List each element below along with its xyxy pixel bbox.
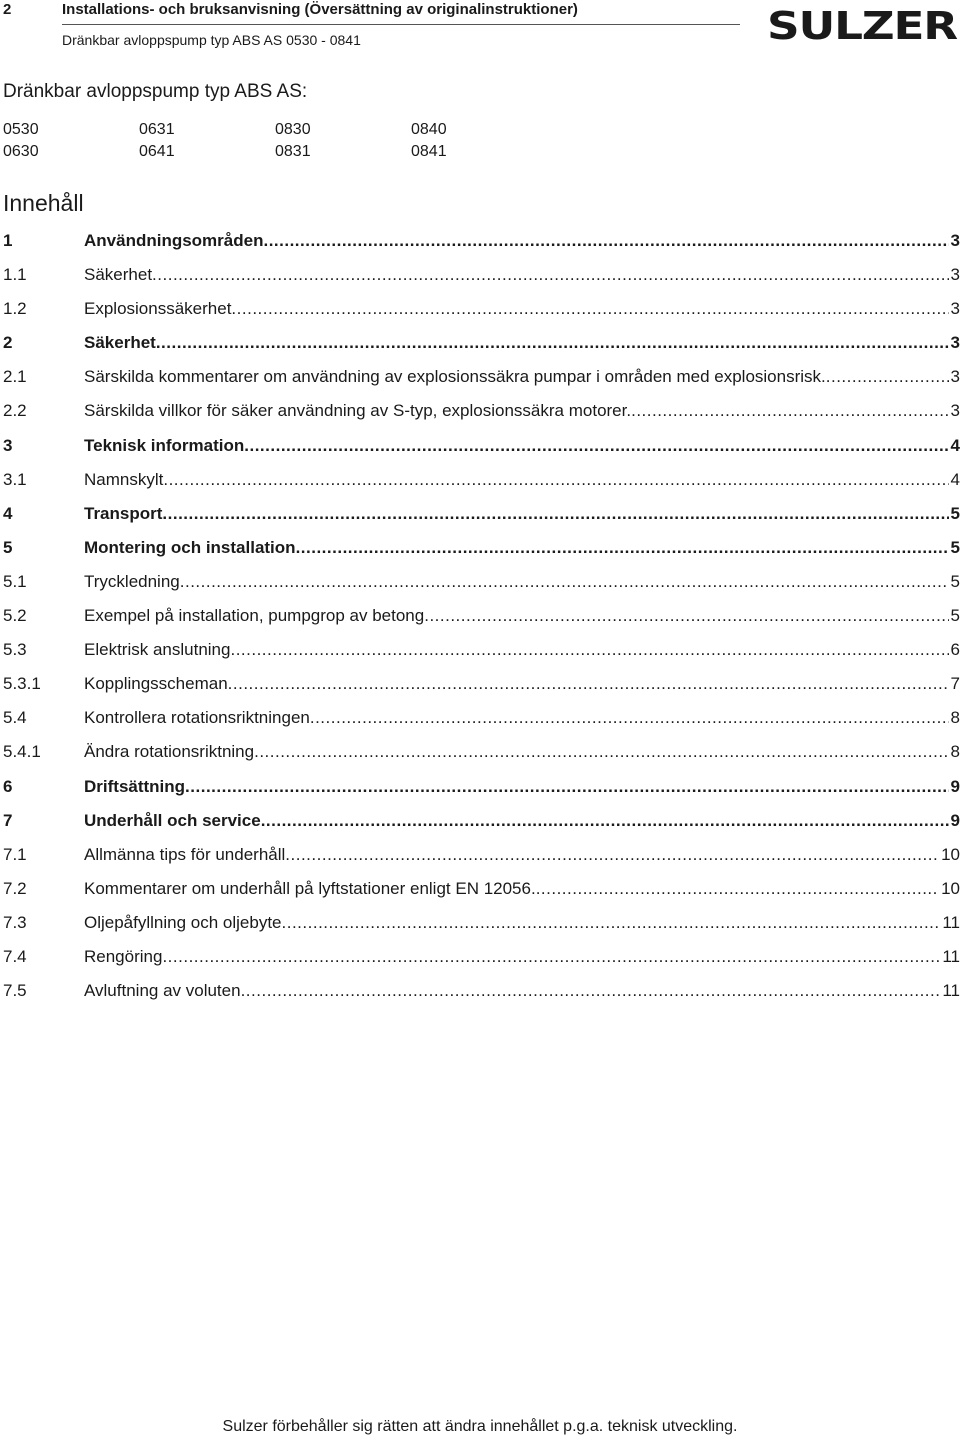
toc-entry[interactable] — [3, 635, 960, 669]
toc-dot-leader — [180, 567, 949, 597]
toc-entry-page: 3 — [950, 299, 960, 319]
toc-entry-number: 5 — [3, 537, 13, 557]
toc-entry-page: 5 — [950, 571, 960, 591]
toc-entry-number: 7.4 — [3, 946, 27, 966]
toc-entry-title: Montering och installation — [84, 537, 296, 557]
toc-entry-title: Avluftning av voluten — [84, 981, 241, 1001]
toc-dot-leader — [185, 772, 948, 802]
toc-entry[interactable] — [3, 908, 960, 942]
toc-entry-page: 9 — [950, 810, 960, 830]
toc-entry-number: 7.2 — [3, 878, 27, 898]
toc-dot-leader — [156, 328, 949, 358]
document-subtitle: Dränkbar avloppspump typ ABS AS 0530 - 0841 — [62, 32, 361, 48]
toc-entry-title: Namnskylt — [84, 469, 164, 489]
model-list — [3, 119, 563, 163]
toc-entry[interactable] — [3, 840, 960, 874]
toc-dot-leader — [241, 976, 941, 1006]
toc-entry-number: 7.5 — [3, 981, 27, 1001]
toc-dot-leader — [163, 465, 948, 495]
toc-entry[interactable] — [3, 226, 960, 260]
toc-entry-title: Elektrisk anslutning — [84, 640, 231, 660]
toc-entry-number: 4 — [3, 503, 13, 523]
toc-dot-leader — [296, 533, 949, 563]
toc-dot-leader — [152, 260, 948, 290]
toc-entry[interactable] — [3, 703, 960, 737]
toc-entry[interactable] — [3, 874, 960, 908]
toc-entry-page: 4 — [950, 469, 960, 489]
toc-entry[interactable] — [3, 533, 960, 567]
toc-dot-leader — [244, 431, 948, 461]
toc-entry-title: Säkerhet — [84, 333, 156, 353]
toc-entry-page: 8 — [950, 708, 960, 728]
toc-entry-number: 1.2 — [3, 299, 27, 319]
toc-entry-number: 7.1 — [3, 844, 27, 864]
toc-entry-title: Ändra rotationsriktning — [84, 742, 255, 762]
toc-entry[interactable] — [3, 942, 960, 976]
toc-entry[interactable] — [3, 465, 960, 499]
toc-heading: Innehåll — [3, 190, 84, 216]
toc-entry-title: Exempel på installation, pumpgrop av betong — [84, 606, 425, 626]
toc-entry-page: 4 — [950, 435, 960, 455]
toc-entry-number: 5.4 — [3, 708, 27, 728]
model-number: 0641 — [139, 143, 175, 160]
toc-entry-title: Underhåll och service — [84, 810, 261, 830]
toc-entry-title: Driftsättning — [84, 776, 186, 796]
toc-dot-leader — [228, 669, 949, 699]
toc-entry[interactable] — [3, 806, 960, 840]
page-number: 2 — [3, 1, 12, 18]
model-number: 0630 — [3, 143, 39, 160]
header-divider — [62, 24, 740, 25]
toc-entry-title: Rengöring — [84, 946, 163, 966]
logo-wordmark: SULZER — [767, 6, 958, 44]
toc-entry-number: 1.1 — [3, 265, 27, 285]
product-heading: Dränkbar avloppspump typ ABS AS: — [3, 81, 308, 102]
toc-dot-leader — [254, 737, 948, 767]
toc-entry-number: 2.1 — [3, 367, 27, 387]
toc-entry-page: 3 — [950, 401, 960, 421]
toc-entry[interactable] — [3, 669, 960, 703]
toc-entry[interactable] — [3, 976, 960, 1010]
toc-dot-leader — [261, 806, 949, 836]
toc-entry-title: Allmänna tips för underhåll — [84, 844, 286, 864]
toc-dot-leader — [282, 908, 941, 938]
toc-entry-title: Explosionssäkerhet — [84, 299, 232, 319]
toc-entry-page: 5 — [950, 503, 960, 523]
toc-entry-page: 8 — [950, 742, 960, 762]
toc-entry-page: 3 — [950, 367, 960, 387]
toc-entry-title: Särskilda kommentarer om användning av explosionssäkra pumpar i områden med explosionsrisk. — [84, 367, 826, 387]
toc-entry-page: 5 — [950, 606, 960, 626]
toc-dot-leader — [310, 703, 949, 733]
model-number: 0830 — [275, 121, 311, 138]
toc-entry-title: Kommentarer om underhåll på lyftstationer enligt EN 12056. — [84, 878, 536, 898]
toc-entry-number: 5.4.1 — [3, 742, 41, 762]
toc-dot-leader — [285, 840, 939, 870]
table-of-contents — [3, 226, 960, 1010]
toc-entry-page: 3 — [950, 231, 960, 250]
toc-entry-page: 3 — [950, 265, 960, 285]
model-number: 0530 — [3, 121, 39, 138]
toc-entry[interactable] — [3, 499, 960, 533]
toc-entry-page: 10 — [941, 844, 960, 864]
model-number: 0840 — [411, 121, 447, 138]
toc-entry-title: Tryckledning — [84, 571, 180, 591]
model-number: 0841 — [411, 143, 447, 160]
toc-entry-number: 7.3 — [3, 912, 27, 932]
toc-dot-leader — [826, 362, 949, 392]
toc-entry-title: Kopplingsscheman — [84, 674, 228, 694]
toc-entry-number: 2 — [3, 333, 13, 353]
toc-entry-title: Kontrollera rotationsriktningen — [84, 708, 310, 728]
toc-entry-page: 5 — [950, 537, 960, 557]
toc-entry[interactable] — [3, 362, 960, 396]
toc-entry-title: Oljepåfyllning och oljebyte — [84, 912, 282, 932]
toc-entry-number: 6 — [3, 776, 13, 796]
toc-entry[interactable] — [3, 737, 960, 771]
toc-dot-leader — [230, 635, 948, 665]
toc-entry-title: Teknisk information — [84, 435, 245, 455]
toc-dot-leader — [536, 874, 939, 904]
toc-dot-leader — [263, 226, 948, 256]
toc-entry[interactable] — [3, 294, 960, 328]
toc-entry[interactable] — [3, 772, 960, 806]
toc-entry[interactable] — [3, 431, 960, 465]
toc-entry-number: 1 — [3, 231, 13, 250]
toc-entry-number: 3 — [3, 435, 13, 455]
model-row — [3, 141, 563, 163]
toc-dot-leader — [162, 942, 940, 972]
toc-entry-page: 7 — [950, 674, 960, 694]
toc-entry[interactable] — [3, 396, 960, 430]
model-number: 0831 — [275, 143, 311, 160]
toc-dot-leader — [162, 499, 948, 529]
toc-entry-page: 6 — [950, 640, 960, 660]
toc-entry[interactable] — [3, 567, 960, 601]
toc-entry-page: 3 — [950, 333, 960, 353]
toc-entry-number: 5.3 — [3, 640, 27, 660]
toc-entry-title: Transport — [84, 503, 163, 523]
toc-entry-number: 7 — [3, 810, 13, 830]
toc-dot-leader — [424, 601, 948, 631]
toc-entry-number: 5.1 — [3, 571, 27, 591]
model-number: 0631 — [139, 121, 175, 138]
toc-entry[interactable] — [3, 328, 960, 362]
sulzer-logo — [766, 6, 958, 44]
document-title: Installations- och bruksanvisning (Översättning av originalinstruktioner) — [62, 1, 578, 18]
toc-entry-page: 11 — [942, 912, 960, 932]
toc-entry-number: 5.3.1 — [3, 674, 41, 694]
toc-entry-number: 5.2 — [3, 606, 27, 626]
toc-entry-title: Särskilda villkor för säker användning av S-typ, explosionssäkra motorer. — [84, 401, 632, 421]
toc-dot-leader — [631, 396, 948, 426]
toc-entry-page: 10 — [941, 878, 960, 898]
toc-entry[interactable] — [3, 601, 960, 635]
toc-entry-page: 11 — [942, 946, 960, 966]
toc-entry[interactable] — [3, 260, 960, 294]
model-row — [3, 119, 563, 141]
toc-entry-number: 2.2 — [3, 401, 27, 421]
toc-entry-number: 3.1 — [3, 469, 27, 489]
toc-dot-leader — [231, 294, 948, 324]
footer-note: Sulzer förbehåller sig rätten att ändra innehållet p.g.a. teknisk utveckling. — [222, 1418, 738, 1435]
toc-entry-title: Användningsområden — [84, 231, 264, 250]
toc-entry-page: 11 — [942, 981, 960, 1001]
toc-entry-title: Säkerhet — [84, 265, 153, 285]
toc-entry-page: 9 — [950, 776, 960, 796]
